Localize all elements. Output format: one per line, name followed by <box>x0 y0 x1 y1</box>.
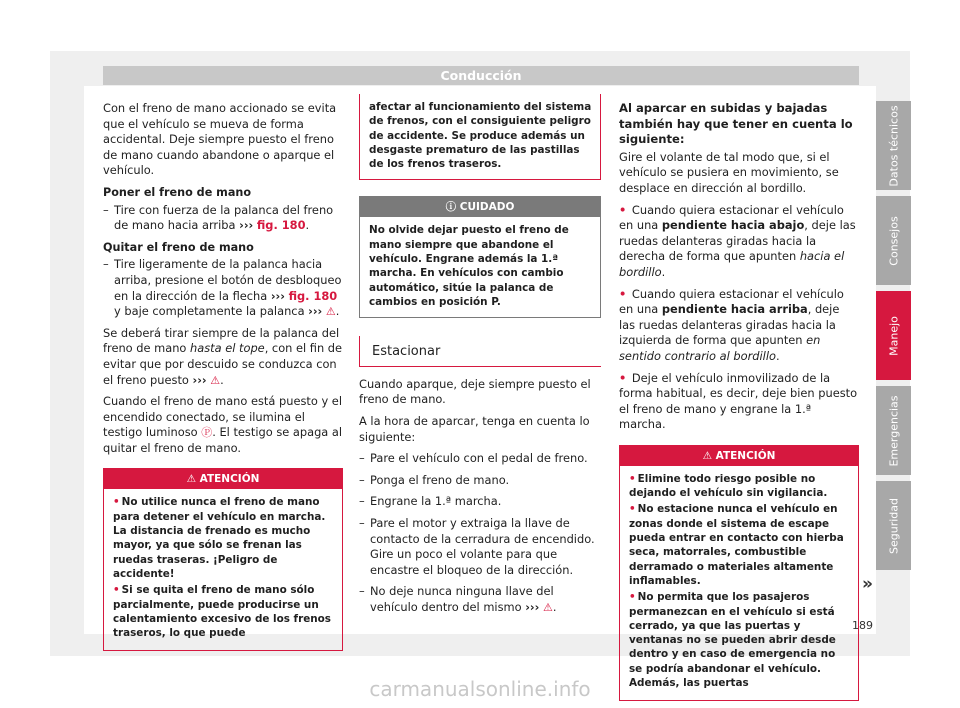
watermark: carmanualsonline.info <box>369 677 591 701</box>
attention-item: • No estacione nunca el vehículo en zonas donde el sistema de escape pueda entrar en contacto con hierba seca, matorrales, combustible derramado o materiales altamente inflamables. <box>629 503 844 587</box>
poner-step: – Tire con fuerza de la palanca del freno de mano hacia arriba ››› fig. 180. <box>103 203 343 234</box>
warning-triangle-icon: ⚠ <box>702 449 712 462</box>
parking-step: – Pare el vehículo con el pedal de freno. <box>359 451 601 467</box>
parking-step: – No deje nunca ninguna llave del vehículo dentro del mismo ››› ⚠. <box>359 584 601 615</box>
parking-step: – Pare el motor y extraiga la llave de contacto de la cerradura de encendido. Gire un poco el volante para que encastre el bloqueo de la dirección. <box>359 516 601 578</box>
column-3 <box>619 101 859 701</box>
fig-reference-link[interactable]: fig. 180 <box>288 288 338 303</box>
side-tabs <box>876 101 911 576</box>
brake-warning-light-icon: Ⓟ <box>201 426 213 440</box>
chapter-header <box>103 66 859 85</box>
bullet-icon: • <box>619 202 627 217</box>
tab-consejos[interactable]: Consejos <box>876 196 911 285</box>
slope-bullet: • Cuando quiera estacionar el vehículo en una pendiente hacia arriba, deje las ruedas delanteras giradas hacia la izquierda de forma que apunten en sentido contrario al bordillo. <box>619 286 844 363</box>
tirar-paragraph: Se deberá tirar siempre de la palanca del freno de mano hasta el tope, con el fin de evitar que por descuido se conduzca con el freno puesto ››› ⚠. <box>103 325 343 387</box>
estacionar-p2: A la hora de aparcar, tenga en cuenta lo siguiente: <box>359 414 590 444</box>
testigo-paragraph: Cuando el freno de mano está puesto y el encendido conectado, se ilumina el testigo luminoso Ⓟ. El testigo se apaga al quitar el freno de mano. <box>103 394 343 455</box>
poner-heading: Poner el freno de mano <box>103 185 252 199</box>
tab-emergencias[interactable]: Emergencias <box>876 386 911 475</box>
caution-header: ⓘ CUIDADO <box>360 197 600 217</box>
slope-heading: Al aparcar en subidas y bajadas también hay que tener en cuenta lo siguiente: <box>619 101 853 147</box>
slope-bullet: • Deje el vehículo inmovilizado de la forma habitual, es decir, deje bien puesto el freno de mano y engrane la 1.ª marcha. <box>619 370 858 432</box>
reference-arrows: ››› <box>192 372 207 387</box>
slope-bullet: • Cuando quiera estacionar el vehículo en una pendiente hacia abajo, deje las ruedas delanteras giradas hacia la derecha de forma que apunten hacia el bordillo. <box>619 202 856 279</box>
column-2 <box>359 101 601 622</box>
section-title: Estacionar <box>359 336 601 367</box>
estacionar-p1: Cuando aparque, deje siempre puesto el freno de mano. <box>359 376 591 407</box>
bullet-icon: • <box>619 370 627 385</box>
reference-arrows: ››› <box>308 304 323 319</box>
parking-step: – Ponga el freno de mano. <box>359 473 601 489</box>
bullet-icon: • <box>113 496 120 509</box>
attention-body <box>620 466 858 700</box>
bullet-icon: • <box>113 584 120 597</box>
info-circle-icon: ⓘ <box>445 201 457 214</box>
bullet-icon: • <box>629 472 636 485</box>
bullet-icon: • <box>619 286 627 301</box>
column-1 <box>103 101 343 651</box>
parking-step: – Engrane la 1.ª marcha. <box>359 494 601 510</box>
quitar-step: – Tire ligeramente de la palanca hacia arriba, presione el botón de desbloqueo en la dirección de la flecha ››› fig. 180 y baje completamente la palanca ››› ⚠. <box>103 257 343 319</box>
attention-box <box>619 445 859 701</box>
chapter-title: Conducción <box>440 68 522 83</box>
caution-body: No olvide dejar puesto el freno de mano siempre que abandone el vehículo. Engrane además la 1.ª marcha. En vehículos con cambio automático, sitúe la palanca de cambios en posición P. <box>369 224 569 308</box>
warning-triangle-icon[interactable]: ⚠ <box>325 305 336 319</box>
attention-body <box>104 489 342 650</box>
attention-header: ⚠ ATENCIÓN <box>104 469 342 489</box>
reference-arrows: ››› <box>525 599 540 614</box>
slope-p1: Gire el volante de tal modo que, si el vehículo se pusiera en movimiento, se desplace en dirección al bordillo. <box>619 149 839 195</box>
continue-arrow-icon: » <box>862 574 873 594</box>
tab-seguridad[interactable]: Seguridad <box>876 481 911 570</box>
attention-item: • No utilice nunca el freno de mano para detener el vehículo en marcha. La distancia de frenado es mucho mayor, ya que sólo se frenan las ruedas traseras. ¡Peligro de accidente! <box>113 496 326 580</box>
fig-reference-link[interactable]: fig. 180 <box>256 218 306 233</box>
bullet-icon: • <box>629 503 636 516</box>
attention-item: • Si se quita el freno de mano sólo parcialmente, puede producirse un calentamiento excesivo de los frenos traseros, lo que puede <box>113 584 331 640</box>
tab-manejo[interactable]: Manejo <box>876 291 911 380</box>
attention-box <box>103 468 343 651</box>
intro-paragraph: Con el freno de mano accionado se evita que el vehículo se mueva de forma accidental. Deje siempre puesto el freno de mano cuando abandone o aparque el vehículo. <box>103 101 337 178</box>
bullet-icon: • <box>629 591 636 604</box>
warning-triangle-icon: ⚠ <box>186 473 196 486</box>
quitar-heading: Quitar el freno de mano <box>103 240 254 254</box>
page-number: 189 <box>852 619 873 632</box>
tab-datos-tecnicos[interactable]: Datos técnicos <box>876 101 911 190</box>
caution-box <box>359 196 601 318</box>
warning-triangle-icon[interactable]: ⚠ <box>210 373 221 387</box>
attention-item: • Elimine todo riesgo posible no dejando el vehículo sin vigilancia. <box>629 472 828 500</box>
reference-arrows: ››› <box>239 218 254 233</box>
attention-header: ⚠ ATENCIÓN <box>620 446 858 466</box>
warning-triangle-icon[interactable]: ⚠ <box>542 600 553 614</box>
attention-item: • No permita que los pasajeros permanezcan en el vehículo si está cerrado, ya que las puertas y ventanas no se pueden abrir desde dentro y en caso de emergencia no se podría abandonar el vehículo. Además, las puertas <box>629 591 836 690</box>
reference-arrows: ››› <box>270 288 285 303</box>
attention-continuation: afectar al funcionamiento del sistema de frenos, con el consiguiente peligro de accidente. Se produce además un desgaste prematuro de las pastillas de los frenos traseros. <box>359 94 601 180</box>
